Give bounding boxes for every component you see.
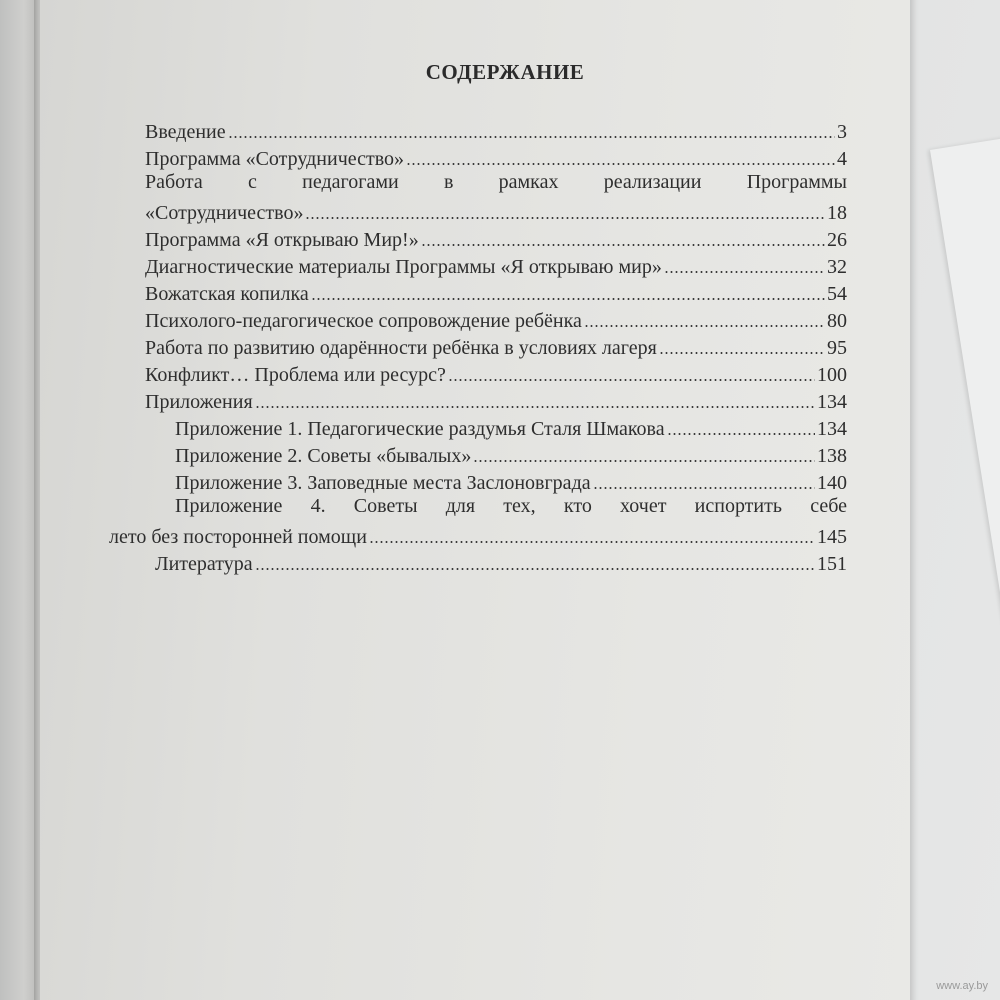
toc-title: СОДЕРЖАНИЕ (425, 60, 585, 84)
toc-entry-appendices: Приложения 134 (145, 391, 847, 413)
book-page (40, 0, 910, 1000)
toc-entry-counselor-kit: Вожатская копилка 54 (145, 283, 847, 305)
dot-leader (228, 135, 835, 139)
toc-entry-appendix-3: Приложение 3. Заповедные места Заслоновграда 140 (175, 472, 847, 494)
dot-leader (255, 405, 815, 409)
dot-leader (448, 378, 815, 382)
table-of-contents (109, 117, 847, 576)
dot-leader (305, 216, 825, 220)
dot-leader (421, 243, 825, 247)
toc-entry-conflict: Конфликт… Проблема или ресурс? 100 (145, 364, 847, 386)
dot-leader (473, 459, 815, 463)
toc-entry-diagnostic-materials: Диагностические материалы Программы «Я открываю мир» 32 (145, 256, 847, 278)
toc-entry-appendix-1: Приложение 1. Педагогические раздумья Сталя Шмакова 134 (175, 418, 847, 440)
dot-leader (664, 270, 825, 274)
dot-leader (584, 324, 825, 328)
dot-leader (667, 432, 815, 436)
toc-entry-literature: Литература 151 (155, 553, 847, 575)
toc-entry-introduction: Введение 3 (145, 121, 847, 143)
toc-entry-appendix-4-line1: Приложение 4. Советы для тех, кто хочет испортить себе (175, 495, 847, 517)
toc-entry-discover-world-program: Программа «Я открываю Мир!» 26 (145, 229, 847, 251)
dot-leader (659, 351, 825, 355)
toc-entry-appendix-2: Приложение 2. Советы «бывалых» 138 (175, 445, 847, 467)
toc-entry-appendix-4-line2: лето без посторонней помощи 145 (109, 526, 847, 548)
toc-entry-teachers-work-line2: «Сотрудничество» 18 (145, 202, 847, 224)
toc-entry-psych-support: Психолого-педагогическое сопровождение ребёнка 80 (145, 310, 847, 332)
dot-leader (406, 162, 835, 166)
dot-leader (311, 297, 825, 301)
dot-leader (593, 486, 815, 490)
dot-leader (369, 540, 815, 544)
toc-entry-giftedness: Работа по развитию одарённости ребёнка в условиях лагеря 95 (145, 337, 847, 359)
site-watermark: www.ay.by (936, 980, 988, 992)
dot-leader (255, 567, 815, 571)
toc-entry-teachers-work-line1: Работа с педагогами в рамках реализации Программы (145, 171, 847, 193)
background-sheet (930, 119, 1000, 1000)
toc-entry-cooperation-program: Программа «Сотрудничество» 4 (145, 148, 847, 170)
